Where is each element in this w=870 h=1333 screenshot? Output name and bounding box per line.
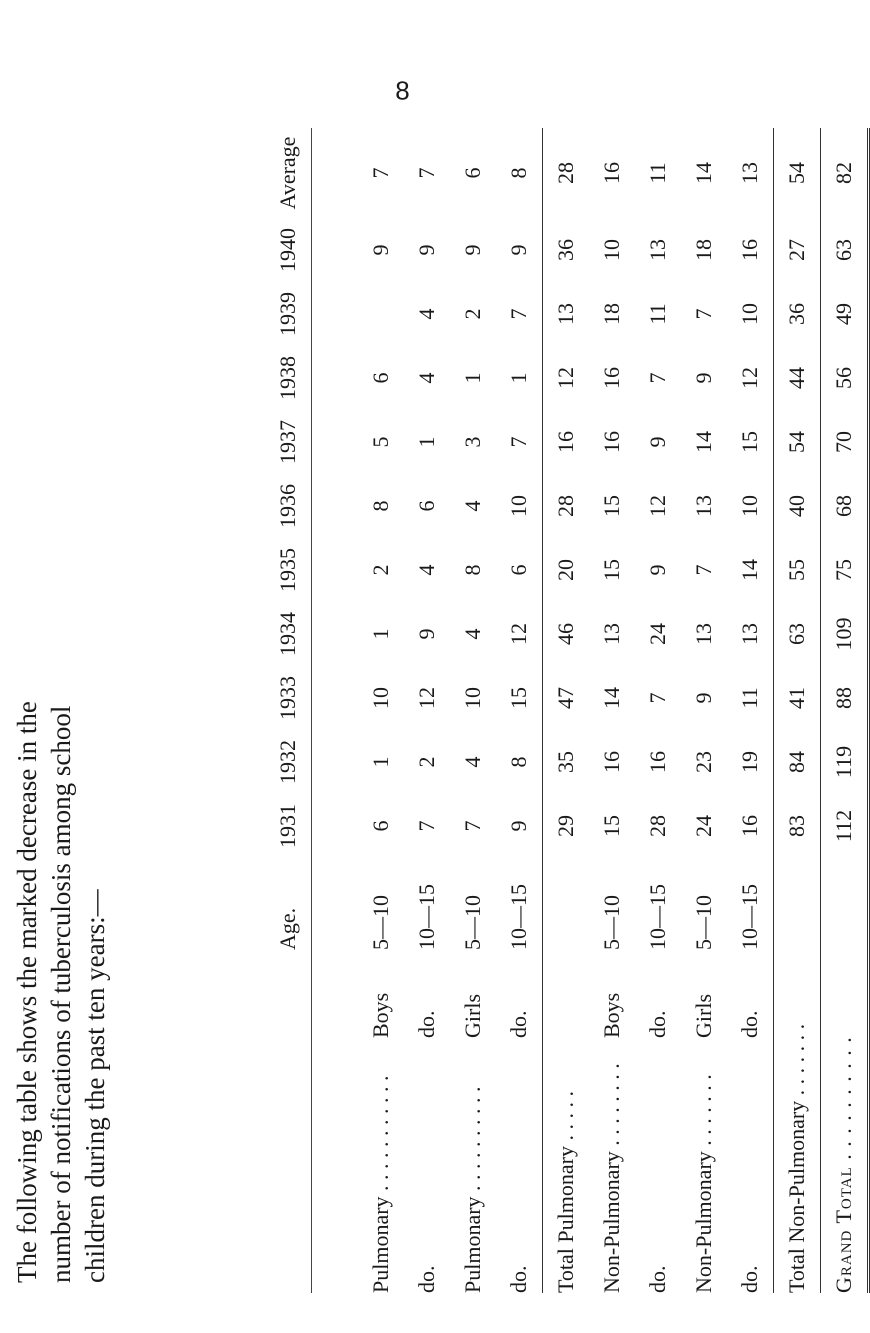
intro-paragraph <box>10 203 112 1283</box>
total-label: Grand Total . . . . . . . . . . <box>821 858 869 1293</box>
value-cell: 7 <box>368 167 393 179</box>
value-cell: 11 <box>645 162 670 184</box>
value-cell: 9 <box>506 820 531 832</box>
value-cell: 6 <box>506 564 531 576</box>
page-number: 8 <box>395 75 410 106</box>
age-cell: 10—15 <box>645 884 670 950</box>
value-cell: 36 <box>543 218 590 282</box>
disease-cell: Non-Pulmonary . . . . . . . . <box>599 1063 624 1293</box>
value-cell: 13 <box>599 623 624 645</box>
sex-cell: do. <box>645 1010 670 1038</box>
value-cell: 13 <box>543 282 590 346</box>
tuberculosis-table <box>265 128 870 1293</box>
value-cell: 46 <box>543 602 590 666</box>
value-cell: 7 <box>645 372 670 384</box>
value-cell: 28 <box>645 815 670 837</box>
value-cell: 63 <box>821 218 869 282</box>
value-cell: 2 <box>368 564 393 576</box>
value-cell <box>358 282 404 346</box>
value-cell: 16 <box>599 751 624 773</box>
value-cell: 15 <box>599 495 624 517</box>
value-cell: 7 <box>414 167 439 179</box>
total-label: Total Pulmonary . . . . . <box>543 858 590 1293</box>
value-cell: 1 <box>368 628 393 640</box>
value-cell: 16 <box>599 367 624 389</box>
value-cell: 16 <box>599 162 624 184</box>
value-cell: 84 <box>774 730 821 794</box>
value-cell: 109 <box>821 602 869 666</box>
value-cell: 28 <box>543 474 590 538</box>
disease-cell: Non-Pulmonary . . . . . . . <box>691 1074 716 1293</box>
value-cell: 23 <box>691 751 716 773</box>
age-cell: 10—15 <box>737 884 762 950</box>
value-cell: 7 <box>506 308 531 320</box>
value-cell: 8 <box>506 756 531 768</box>
value-cell: 54 <box>774 128 821 218</box>
disease-cell: do. <box>506 1265 531 1293</box>
sex-cell: Girls <box>460 994 485 1038</box>
value-cell: 20 <box>543 538 590 602</box>
value-cell: 9 <box>691 372 716 384</box>
value-cell: 119 <box>821 730 869 794</box>
value-cell: 11 <box>645 303 670 325</box>
value-cell: 16 <box>543 410 590 474</box>
year-header: 1932 <box>275 740 300 784</box>
value-cell: 15 <box>737 431 762 453</box>
value-cell: 13 <box>691 495 716 517</box>
value-cell: 9 <box>414 244 439 256</box>
value-cell: 10 <box>368 687 393 709</box>
value-cell: 55 <box>774 538 821 602</box>
value-cell: 16 <box>737 815 762 837</box>
sex-cell: do. <box>737 1010 762 1038</box>
value-cell: 12 <box>737 367 762 389</box>
table-row <box>358 128 404 1293</box>
value-cell: 16 <box>737 239 762 261</box>
value-cell: 15 <box>506 687 531 709</box>
table-row <box>681 128 727 1293</box>
intro-line: children during the past ten years:— <box>80 889 110 1283</box>
value-cell: 29 <box>543 794 590 858</box>
value-cell: 12 <box>414 687 439 709</box>
table-row <box>450 128 496 1293</box>
value-cell: 1 <box>460 372 485 384</box>
value-cell: 10 <box>506 495 531 517</box>
value-cell: 41 <box>774 666 821 730</box>
value-cell: 7 <box>691 564 716 576</box>
table-header-row <box>265 128 312 1293</box>
value-cell: 13 <box>691 623 716 645</box>
disease-cell: Pulmonary . . . . . . . . . . <box>460 1086 485 1293</box>
value-cell: 14 <box>691 431 716 453</box>
year-header: 1931 <box>275 804 300 848</box>
year-header: 1936 <box>275 484 300 528</box>
value-cell: 16 <box>645 751 670 773</box>
year-header: 1938 <box>275 356 300 400</box>
total-row <box>543 128 590 1293</box>
value-cell: 14 <box>737 559 762 581</box>
table-row <box>496 128 543 1293</box>
value-cell: 40 <box>774 474 821 538</box>
value-cell: 12 <box>506 623 531 645</box>
disease-cell: do. <box>737 1265 762 1293</box>
disease-cell: do. <box>414 1265 439 1293</box>
value-cell: 12 <box>645 495 670 517</box>
age-cell: 5—10 <box>691 895 716 950</box>
disease-cell: do. <box>645 1265 670 1293</box>
value-cell: 9 <box>645 436 670 448</box>
value-cell: 35 <box>543 730 590 794</box>
year-header: 1940 <box>275 228 300 272</box>
value-cell: 9 <box>414 628 439 640</box>
sex-cell: do. <box>414 1010 439 1038</box>
value-cell: 12 <box>543 346 590 410</box>
value-cell: 10 <box>737 303 762 325</box>
value-cell: 15 <box>599 559 624 581</box>
value-cell: 7 <box>691 308 716 320</box>
intro-line: The following table shows the marked decrease in the <box>12 701 42 1283</box>
value-cell: 9 <box>368 244 393 256</box>
year-header: 1935 <box>275 548 300 592</box>
value-cell: 1 <box>414 436 439 448</box>
value-cell: 18 <box>599 303 624 325</box>
value-cell: 13 <box>737 162 762 184</box>
value-cell: 6 <box>368 372 393 384</box>
value-cell: 2 <box>460 308 485 320</box>
value-cell: 63 <box>774 602 821 666</box>
value-cell: 18 <box>691 239 716 261</box>
intro-line: number of notifications of tuberculosis among school <box>46 705 76 1283</box>
value-cell: 27 <box>774 218 821 282</box>
value-cell: 56 <box>821 346 869 410</box>
total-row <box>821 128 869 1293</box>
value-cell: 10 <box>737 495 762 517</box>
value-cell: 15 <box>599 815 624 837</box>
total-row <box>774 128 821 1293</box>
value-cell: 3 <box>460 436 485 448</box>
sex-cell: do. <box>506 1010 531 1038</box>
year-header: 1937 <box>275 420 300 464</box>
value-cell: 16 <box>599 431 624 453</box>
table-row <box>589 128 635 1293</box>
value-cell: 24 <box>691 815 716 837</box>
value-cell: 7 <box>414 820 439 832</box>
value-cell: 8 <box>368 500 393 512</box>
value-cell: 47 <box>543 666 590 730</box>
value-cell: 6 <box>368 820 393 832</box>
value-cell: 4 <box>414 564 439 576</box>
age-cell: 10—15 <box>414 884 439 950</box>
value-cell: 36 <box>774 282 821 346</box>
value-cell: 54 <box>774 410 821 474</box>
value-cell: 19 <box>737 751 762 773</box>
year-header: 1933 <box>275 676 300 720</box>
value-cell: 1 <box>506 372 531 384</box>
value-cell: 10 <box>599 239 624 261</box>
value-cell: 112 <box>821 794 869 858</box>
value-cell: 4 <box>414 308 439 320</box>
sex-cell: Boys <box>599 992 624 1038</box>
value-cell: 70 <box>821 410 869 474</box>
value-cell: 4 <box>460 628 485 640</box>
value-cell: 5 <box>368 436 393 448</box>
value-cell: 82 <box>821 128 869 218</box>
table-row <box>727 128 774 1293</box>
age-cell: 5—10 <box>599 895 624 950</box>
value-cell: 68 <box>821 474 869 538</box>
value-cell: 9 <box>460 244 485 256</box>
value-cell: 11 <box>737 687 762 709</box>
value-cell: 9 <box>691 692 716 704</box>
value-cell: 7 <box>460 820 485 832</box>
value-cell: 75 <box>821 538 869 602</box>
value-cell: 13 <box>645 239 670 261</box>
age-cell: 10—15 <box>506 884 531 950</box>
table-row <box>404 128 450 1293</box>
value-cell: 8 <box>460 564 485 576</box>
age-cell: 5—10 <box>460 895 485 950</box>
sex-cell: Boys <box>368 992 393 1038</box>
value-cell: 7 <box>506 436 531 448</box>
age-header: Age. <box>275 907 300 950</box>
value-cell: 4 <box>460 500 485 512</box>
year-header: 1939 <box>275 292 300 336</box>
sex-cell: Girls <box>691 994 716 1038</box>
table-row <box>635 128 681 1293</box>
total-label: Total Non-Pulmonary . . . . . . . <box>774 858 821 1293</box>
value-cell: 44 <box>774 346 821 410</box>
value-cell: 28 <box>543 128 590 218</box>
age-cell: 5—10 <box>368 895 393 950</box>
value-cell: 14 <box>691 162 716 184</box>
value-cell: 6 <box>460 167 485 179</box>
value-cell: 6 <box>414 500 439 512</box>
value-cell: 1 <box>368 756 393 768</box>
year-header: 1934 <box>275 612 300 656</box>
value-cell: 4 <box>460 756 485 768</box>
value-cell: 49 <box>821 282 869 346</box>
value-cell: 9 <box>645 564 670 576</box>
value-cell: 2 <box>414 756 439 768</box>
value-cell: 9 <box>506 244 531 256</box>
year-header: Average <box>275 136 300 210</box>
value-cell: 88 <box>821 666 869 730</box>
value-cell: 13 <box>737 623 762 645</box>
value-cell: 83 <box>774 794 821 858</box>
value-cell: 14 <box>599 687 624 709</box>
value-cell: 10 <box>460 687 485 709</box>
value-cell: 4 <box>414 372 439 384</box>
value-cell: 8 <box>506 167 531 179</box>
disease-cell: Pulmonary . . . . . . . . . . . <box>368 1075 393 1293</box>
value-cell: 7 <box>645 692 670 704</box>
value-cell: 24 <box>645 623 670 645</box>
